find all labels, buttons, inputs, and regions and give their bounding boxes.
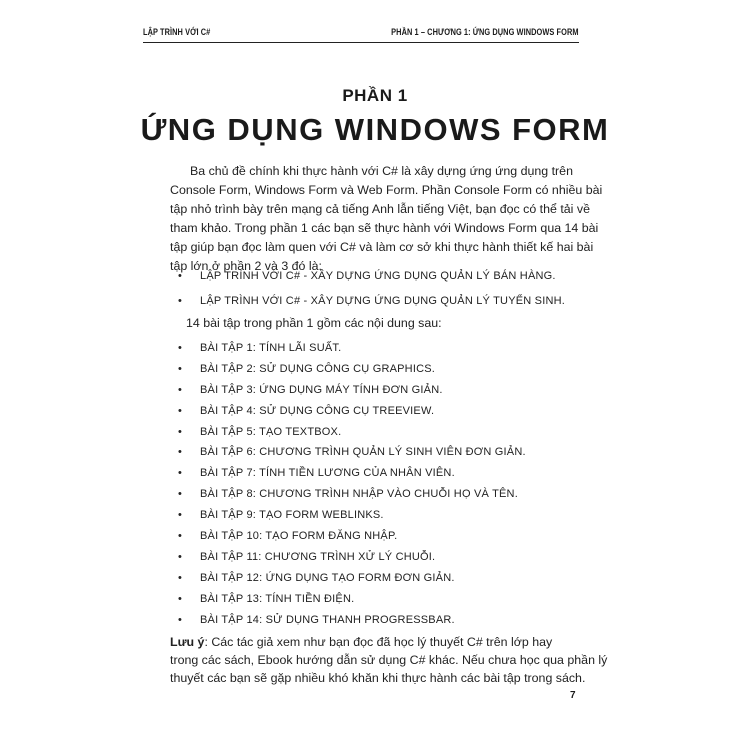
note-label: Lưu ý [170, 635, 205, 649]
bullet-icon: • [178, 404, 183, 417]
list-item [178, 426, 598, 447]
bullet-icon: • [178, 383, 183, 396]
note-line: trong các sách, Ebook hướng dẫn sử dụng C# khác. Nếu chưa học qua phần lý [170, 653, 608, 667]
list-item-text: BÀI TẬP 8: CHƯƠNG TRÌNH NHẬP VÀO CHUỖI HỌ VÀ TÊN. [200, 488, 518, 501]
list-item-text: BÀI TẬP 9: TẠO FORM WEBLINKS. [200, 509, 384, 522]
exercise-list [178, 342, 598, 634]
big-project-list [178, 270, 598, 320]
list-item [178, 384, 598, 405]
intro-line: tập nhỏ trình bày trên mạng cả tiếng Anh lẫn tiếng Việt, bạn đọc có thể tải về [170, 202, 590, 216]
bullet-icon: • [178, 488, 183, 501]
list-item [178, 530, 598, 551]
intro-line: tham khảo. Trong phần 1 các bạn sẽ thực hành với Windows Form qua 14 bài [170, 221, 599, 235]
list-item [178, 467, 598, 488]
page-number: 7 [570, 690, 576, 701]
bullet-icon: • [178, 295, 183, 307]
header-book-title: LẬP TRÌNH VỚI C# [143, 27, 211, 37]
bullet-icon: • [178, 425, 183, 438]
bullet-icon: • [178, 571, 183, 584]
list-item [178, 551, 598, 572]
list-item-text: BÀI TẬP 4: SỬ DỤNG CÔNG CỤ TREEVIEW. [200, 404, 435, 417]
list-item-text: LẬP TRÌNH VỚI C# - XÂY DỰNG ỨNG DỤNG QUẢN LÝ BÁN HÀNG. [200, 270, 556, 282]
note-text: : Các tác giả xem như bạn đọc đã học lý thuyết C# trên lớp hay [204, 635, 553, 649]
intro-line: Console Form, Windows Form và Web Form. Phần Console Form có nhiều bài [170, 183, 603, 197]
list-item [178, 405, 598, 426]
bullet-icon: • [178, 342, 183, 354]
note-line [170, 633, 590, 651]
intro-line: Ba chủ đề chính khi thực hành với C# là xây dựng ứng ứng dụng trên [190, 164, 573, 178]
bullet-icon: • [178, 613, 183, 626]
bullet-icon: • [178, 592, 183, 605]
bullet-icon: • [178, 270, 183, 282]
intro-paragraph [170, 162, 603, 276]
bullet-icon: • [178, 530, 183, 543]
list-item-text: LẬP TRÌNH VỚI C# - XÂY DỰNG ỨNG DỤNG QUẢN LÝ TUYỂN SINH. [200, 295, 566, 307]
note-paragraph [170, 633, 608, 687]
list-item-text: BÀI TẬP 5: TẠO TEXTBOX. [200, 425, 342, 438]
list-item [178, 572, 598, 593]
exercises-intro: 14 bài tập trong phần 1 gồm các nội dung sau: [186, 316, 442, 330]
list-item-text: BÀI TẬP 13: TÍNH TIỀN ĐIỆN. [200, 592, 355, 605]
list-item [178, 509, 598, 530]
list-item [178, 446, 598, 467]
list-item [178, 363, 598, 384]
intro-line: tập lớn ở phần 2 và 3 đó là: [170, 259, 322, 273]
list-item-text: BÀI TẬP 6: CHƯƠNG TRÌNH QUẢN LÝ SINH VIÊN ĐƠN GIẢN. [200, 446, 526, 459]
list-item [178, 270, 598, 295]
bullet-icon: • [178, 446, 183, 459]
list-item [178, 614, 598, 635]
note-line: thuyết các bạn sẽ gặp nhiều khó khăn khi thực hành các bài tập trong sách. [170, 671, 586, 685]
list-item [178, 342, 598, 363]
list-item [178, 488, 598, 509]
bullet-icon: • [178, 509, 183, 522]
running-header [143, 26, 579, 43]
list-item-text: BÀI TẬP 14: SỬ DỤNG THANH PROGRESSBAR. [200, 613, 455, 626]
header-chapter-title: PHẦN 1 – CHƯƠNG 1: ỨNG DỤNG WINDOWS FORM [391, 27, 579, 37]
intro-line: tập giúp bạn đọc làm quen với C# và làm cơ sở khi thực hành thiết kế hai bài [170, 240, 594, 254]
bullet-icon: • [178, 362, 183, 375]
list-item-text: BÀI TẬP 3: ỨNG DỤNG MÁY TÍNH ĐƠN GIẢN. [200, 383, 443, 396]
part-label: PHẦN 1 [342, 86, 408, 105]
list-item-text: BÀI TẬP 12: ỨNG DỤNG TẠO FORM ĐƠN GIẢN. [200, 571, 455, 584]
list-item-text: BÀI TẬP 7: TÍNH TIỀN LƯƠNG CỦA NHÂN VIÊN. [200, 467, 455, 480]
list-item [178, 593, 598, 614]
part-title: ỨNG DỤNG WINDOWS FORM [140, 112, 610, 147]
list-item-text: BÀI TẬP 2: SỬ DỤNG CÔNG CỤ GRAPHICS. [200, 362, 436, 375]
list-item-text: BÀI TẬP 10: TẠO FORM ĐĂNG NHẬP. [200, 530, 398, 543]
bullet-icon: • [178, 550, 183, 563]
list-item-text: BÀI TẬP 1: TÍNH LÃI SUẤT. [200, 342, 342, 354]
bullet-icon: • [178, 467, 183, 480]
list-item-text: BÀI TẬP 11: CHƯƠNG TRÌNH XỬ LÝ CHUỖI. [200, 550, 436, 563]
